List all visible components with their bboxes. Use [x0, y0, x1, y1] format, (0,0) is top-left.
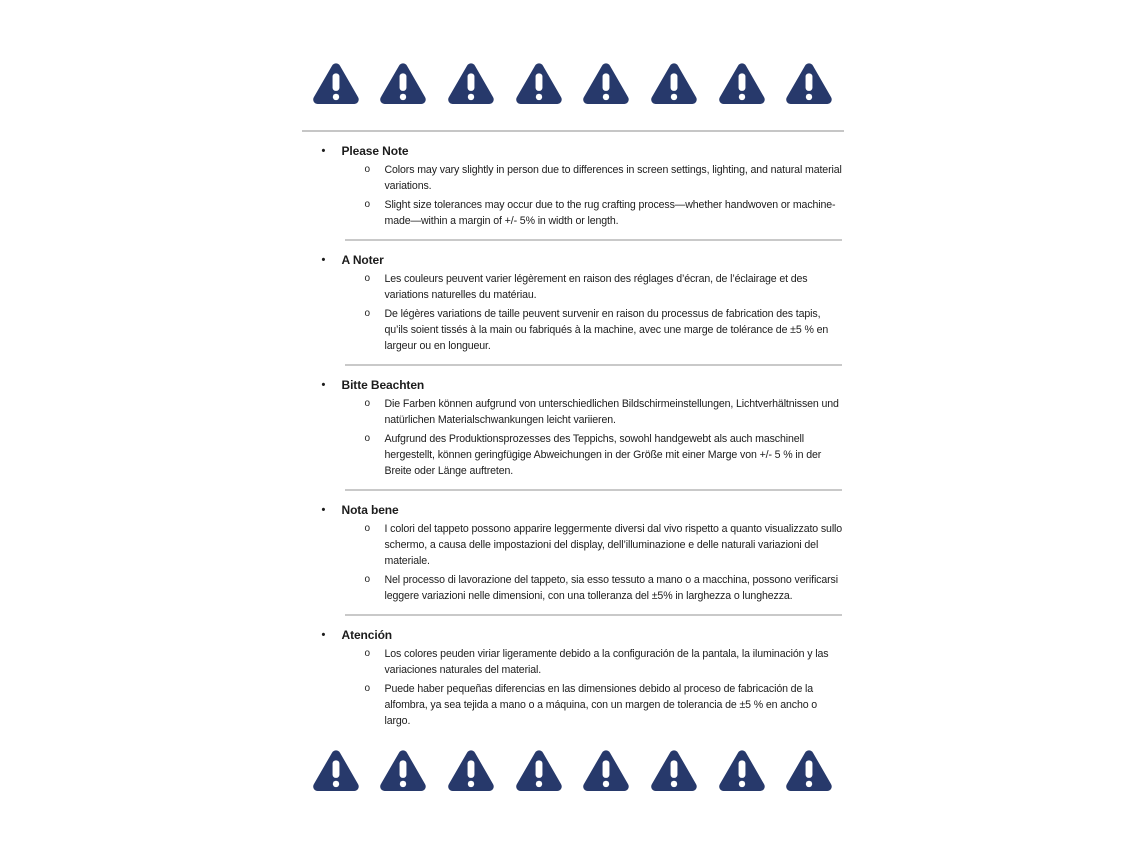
exclamation-bar — [400, 73, 407, 91]
exclamation-bar — [467, 760, 474, 778]
warning-row-bottom — [302, 744, 844, 796]
note-item-list — [302, 521, 844, 604]
note-item — [302, 431, 844, 479]
note-item — [302, 396, 844, 428]
warning-row-top — [302, 57, 844, 109]
warning-triangle-icon — [378, 60, 428, 107]
exclamation-dot — [806, 93, 812, 99]
sub-bullet-marker: o — [364, 164, 370, 175]
warning-triangle-icon — [446, 747, 496, 794]
sub-bullet-marker: o — [364, 199, 370, 210]
sub-bullet-marker: o — [364, 648, 370, 659]
warning-triangle-icon — [649, 747, 699, 794]
section-heading-label: Atención — [341, 628, 393, 642]
section-heading-row — [302, 143, 844, 159]
warning-triangle-icon — [311, 747, 361, 794]
note-item-list — [302, 162, 844, 229]
note-sections — [302, 143, 844, 729]
exclamation-dot — [468, 780, 474, 786]
exclamation-dot — [400, 93, 406, 99]
exclamation-dot — [400, 780, 406, 786]
exclamation-bar — [535, 73, 542, 91]
warning-triangle-icon — [311, 60, 361, 107]
note-item — [302, 271, 844, 303]
bullet-marker: • — [321, 145, 326, 157]
note-item — [302, 681, 844, 729]
exclamation-dot — [739, 93, 745, 99]
exclamation-bar — [332, 73, 339, 91]
section-heading-label: A Noter — [341, 253, 384, 267]
exclamation-bar — [738, 73, 745, 91]
exclamation-bar — [603, 73, 610, 91]
exclamation-bar — [671, 73, 678, 91]
section-divider — [345, 364, 842, 366]
sub-bullet-marker: o — [364, 308, 370, 319]
exclamation-dot — [603, 780, 609, 786]
exclamation-bar — [806, 760, 813, 778]
note-item-text: Puede haber pequeñas diferencias en las dimensiones debido al proceso de fabricación de la alfombra, ya sea tejida a mano o a máquina, con un margen de tolerancia de ±5 % en ancho o largo. — [384, 683, 818, 727]
note-item-text: Die Farben können aufgrund von unterschiedlichen Bildschirmeinstellungen, Lichtverhältnissen und natürlichen Materialschwankungen leicht variieren. — [384, 398, 839, 426]
note-item — [302, 521, 844, 569]
section-heading-label: Bitte Beachten — [341, 378, 425, 392]
exclamation-dot — [671, 780, 677, 786]
note-item-text: I colori del tappeto possono apparire leggermente diversi dal vivo rispetto a quanto visualizzato sullo schermo, a causa delle impostazioni del display, dell’illuminazione e delle naturali variazioni del materiale. — [384, 523, 843, 567]
warning-triangle-icon — [581, 747, 631, 794]
exclamation-bar — [738, 760, 745, 778]
note-item — [302, 162, 844, 194]
note-item-text: Aufgrund des Produktionsprozesses des Teppichs, sowohl handgewebt als auch maschinell hergestellt, können geringfügige Abweichungen in der Größe mit einer Marge von +/- 5 % in der Breite oder Länge auftreten. — [384, 433, 822, 477]
exclamation-dot — [535, 93, 541, 99]
section-heading-row — [302, 627, 844, 643]
exclamation-bar — [400, 760, 407, 778]
section-divider — [345, 239, 842, 241]
section-divider — [345, 614, 842, 616]
top-divider — [302, 130, 844, 132]
exclamation-dot — [739, 780, 745, 786]
note-item-text: Los colores peuden viriar ligeramente debido a la configuración de la pantala, la iluminación y las variaciones naturales del material. — [384, 648, 829, 676]
warning-triangle-icon — [514, 60, 564, 107]
note-item-list — [302, 396, 844, 479]
exclamation-dot — [603, 93, 609, 99]
sub-bullet-marker: o — [364, 433, 370, 444]
note-section — [302, 502, 844, 616]
note-item-text: De légères variations de taille peuvent survenir en raison du processus de fabrication des tapis, qu’ils soient tissés à la main ou fabriqués à la machine, avec une marge de tolérance de ±5 % en largeur ou en longueur. — [384, 308, 829, 352]
sub-bullet-marker: o — [364, 523, 370, 534]
exclamation-dot — [332, 780, 338, 786]
note-item-text: Les couleurs peuvent varier légèrement en raison des réglages d’écran, de l’éclairage et des variations naturelles du matériau. — [384, 273, 808, 301]
note-item — [302, 197, 844, 229]
exclamation-dot — [535, 780, 541, 786]
bullet-marker: • — [321, 379, 326, 391]
note-section — [302, 252, 844, 366]
sub-bullet-marker: o — [364, 273, 370, 284]
note-section — [302, 377, 844, 491]
bullet-marker: • — [321, 504, 326, 516]
exclamation-dot — [671, 93, 677, 99]
exclamation-bar — [603, 760, 610, 778]
warning-triangle-icon — [378, 747, 428, 794]
exclamation-bar — [332, 760, 339, 778]
section-heading-row — [302, 502, 844, 518]
note-item — [302, 572, 844, 604]
note-item-list — [302, 646, 844, 729]
note-item — [302, 306, 844, 354]
section-heading-row — [302, 252, 844, 268]
note-item — [302, 646, 844, 678]
warning-triangle-icon — [446, 60, 496, 107]
exclamation-bar — [467, 73, 474, 91]
document-content — [302, 0, 844, 796]
exclamation-dot — [806, 780, 812, 786]
note-item-text: Colors may vary slightly in person due to differences in screen settings, lighting, and natural material variations. — [384, 164, 842, 192]
warning-triangle-icon — [581, 60, 631, 107]
section-divider — [345, 489, 842, 491]
warning-triangle-icon — [717, 60, 767, 107]
warning-triangle-icon — [514, 747, 564, 794]
note-section — [302, 627, 844, 729]
section-heading-label: Nota bene — [341, 503, 399, 517]
sub-bullet-marker: o — [364, 574, 370, 585]
exclamation-dot — [332, 93, 338, 99]
note-item-text: Nel processo di lavorazione del tappeto, sia esso tessuto a mano o a macchina, possono verificarsi leggere variazioni nelle dimensioni, con una tolleranza del ±5% in larghezza o lunghezza. — [384, 574, 838, 602]
exclamation-bar — [535, 760, 542, 778]
section-heading-row — [302, 377, 844, 393]
bullet-marker: • — [321, 254, 326, 266]
section-heading-label: Please Note — [341, 144, 409, 158]
warning-triangle-icon — [717, 747, 767, 794]
exclamation-bar — [671, 760, 678, 778]
note-item-text: Slight size tolerances may occur due to the rug crafting process—whether handwoven or machine-made—within a margin of +/- 5% in width or length. — [384, 199, 836, 227]
warning-triangle-icon — [649, 60, 699, 107]
exclamation-bar — [806, 73, 813, 91]
warning-triangle-icon — [784, 747, 834, 794]
bullet-marker: • — [321, 629, 326, 641]
warning-triangle-icon — [784, 60, 834, 107]
sub-bullet-marker: o — [364, 683, 370, 694]
note-section — [302, 143, 844, 241]
sub-bullet-marker: o — [364, 398, 370, 409]
note-item-list — [302, 271, 844, 354]
exclamation-dot — [468, 93, 474, 99]
